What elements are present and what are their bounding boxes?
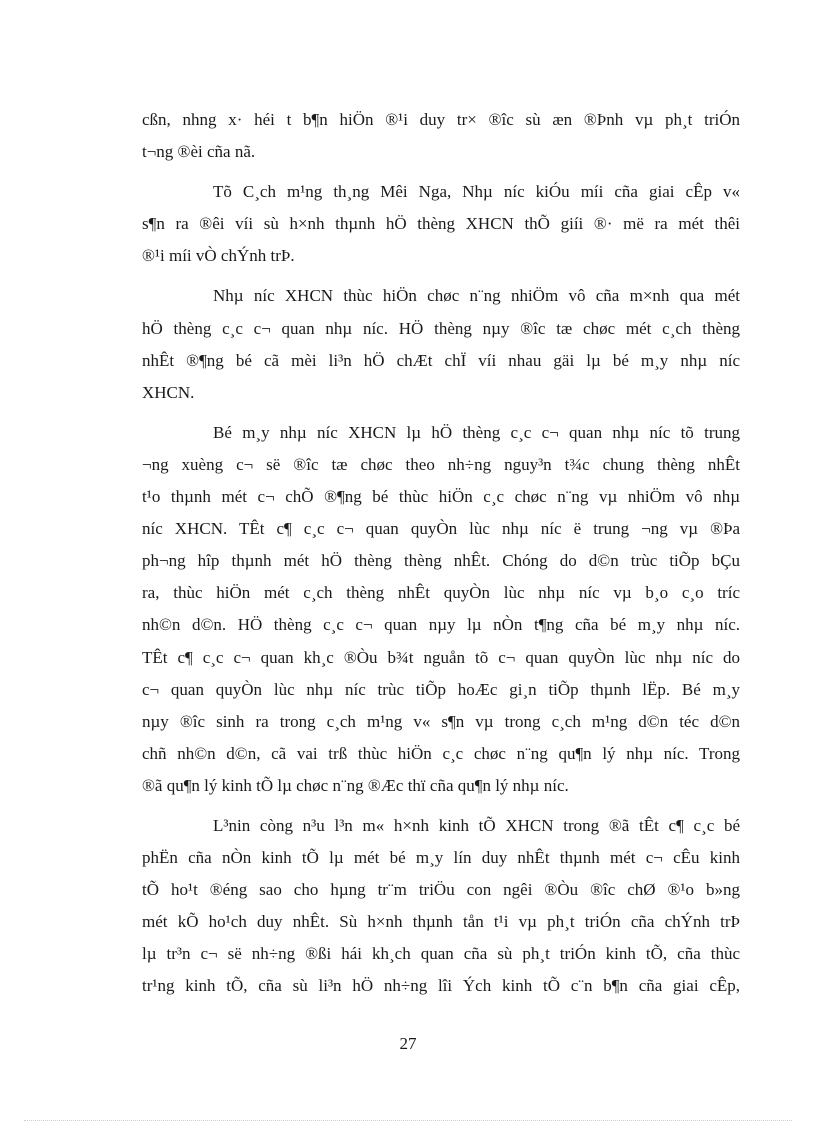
paragraph-line: Tõ C¸ch m¹ng th¸ng Mêi Nga, Nhµ níc kiÓu míi cña giai cÊp v« (213, 182, 740, 202)
page-bottom-divider (24, 1120, 792, 1121)
paragraph-line: phËn cña nÒn kinh tÕ lµ mét bé m¸y lín duy nhÊt thµnh mét c¬ cÊu kinh (142, 848, 740, 868)
paragraph-line: tÕ ho¹t ®éng sao cho hµng tr¨m triÖu con ngêi ®Òu ®îc chØ ®¹o b»ng (142, 880, 740, 900)
paragraph-line: mét kÕ ho¹ch duy nhÊt. Sù h×nh thµnh tån t¹i vµ ph¸t triÓn cña chÝnh trÞ (142, 912, 740, 932)
paragraph-line: c¬ quan quyÒn lùc nhµ níc trùc tiÕp hoÆc gi¸n tiÕp thµnh lËp. Bé m¸y (142, 679, 740, 699)
paragraph-line: tr¹ng kinh tÕ, cña sù li³n hÖ nh÷ng lîi Ých kinh tÕ c¨n b¶n cña giai cÊp, (142, 976, 740, 996)
paragraph-line: nh©n d©n. HÖ thèng c¸c c¬ quan nµy lµ nÒn t¶ng cña bé m¸y nhµ níc. (142, 615, 740, 635)
paragraph-line: ®ã qu¶n lý kinh tÕ lµ chøc n¨ng ®Æc thï cña qu¶n lý nhµ níc. (142, 775, 569, 795)
paragraph-line: L³nin còng n³u l³n m« h×nh kinh tÕ XHCN trong ®ã tÊt c¶ c¸c bé (213, 815, 740, 835)
paragraph-line: lµ tr³n c¬ së nh÷ng ®ßi hái kh¸ch quan cña sù ph¸t triÓn kinh tÕ, cña thùc (142, 944, 740, 964)
paragraph-line: Nhµ níc XHCN thùc hiÖn chøc n¨ng nhiÖm vô cña m×nh qua mét (213, 286, 740, 306)
page-number: 27 (399, 1034, 417, 1053)
paragraph-line: cßn, nhng x· héi t b¶n hiÖn ®¹i duy tr× ®îc sù æn ®Þnh vµ ph¸t triÓn (142, 110, 740, 129)
paragraph-4 (142, 417, 740, 802)
paragraph-3 (142, 280, 740, 408)
paragraph-line: nµy ®îc sinh ra trong c¸ch m¹ng v« s¶n vµ trong c¸ch m¹ng d©n téc d©n (142, 711, 740, 731)
paragraph-line: chñ nh©n d©n, cã vai trß thùc hiÖn c¸c chøc n¨ng qu¶n lý nhµ níc. Trong (142, 743, 740, 763)
body-text (142, 104, 740, 1003)
paragraph-line: níc XHCN. TÊt c¶ c¸c c¬ quan quyÒn lùc nhµ níc ë trung ¬ng vµ ®Þa (142, 519, 740, 539)
paragraph-2 (142, 176, 740, 272)
paragraph-line: TÊt c¶ c¸c c¬ quan kh¸c ®Òu b¾t nguån tõ c¬ quan quyÒn lùc nhµ níc do (142, 647, 740, 667)
paragraph-line: ra, thùc hiÖn mét c¸ch thèng nhÊt quyÒn lùc nhµ níc vµ b¸o c¸o tríc (142, 583, 740, 603)
paragraph-line: t¹o thµnh mét c¬ chÕ ®¶ng bé thùc hiÖn c¸c chøc n¨ng vµ nhiÖm vô nhµ (142, 487, 740, 507)
paragraph-line: t¬ng ®èi cña nã. (142, 142, 256, 162)
paragraph-5 (142, 810, 740, 1003)
paragraph-line: s¶n ra ®êi víi sù h×nh thµnh hÖ thèng XHCN thÕ giíi ®· më ra mét thêi (142, 214, 740, 234)
paragraph-line: nhÊt ®¶ng bé cã mèi li³n hÖ chÆt chÏ víi nhau gäi lµ bé m¸y nhµ níc (142, 350, 740, 370)
paragraph-line: XHCN. (142, 382, 195, 402)
paragraph-1 (142, 104, 740, 168)
paragraph-line: ¬ng xuèng c¬ së ®îc tæ chøc theo nh÷ng nguy³n t¾c chung thèng nhÊt (142, 454, 740, 474)
paragraph-line: ®¹i míi vÒ chÝnh trÞ. (142, 246, 295, 266)
paragraph-line: ph¬ng hîp thµnh mét hÖ thèng thèng nhÊt. Chóng do d©n trùc tiÕp bÇu (142, 551, 740, 571)
paragraph-line: hÖ thèng c¸c c¬ quan nhµ níc. HÖ thèng nµy ®îc tæ chøc mét c¸ch thèng (142, 318, 740, 338)
paragraph-line: Bé m¸y nhµ níc XHCN lµ hÖ thèng c¸c c¬ quan nhµ níc tõ trung (213, 422, 740, 442)
